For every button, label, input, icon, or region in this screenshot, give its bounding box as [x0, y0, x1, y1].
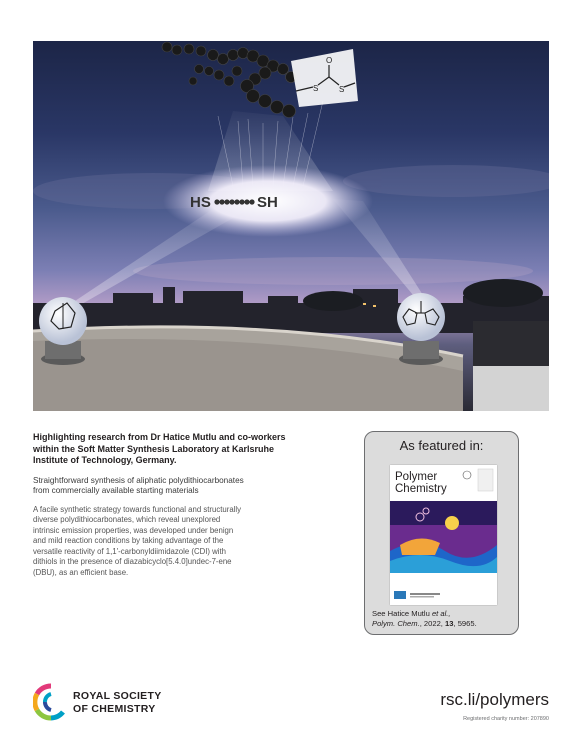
svg-text:S: S [339, 85, 345, 94]
logo-line: OF CHEMISTRY [73, 702, 156, 715]
journal-cover[interactable] [390, 465, 497, 605]
reference-pages: , 5965. [453, 619, 477, 628]
cover-artwork [33, 41, 549, 411]
rsc-logo-icon [33, 682, 69, 722]
abstract [33, 505, 338, 579]
left-lamp [39, 297, 87, 365]
reference-volume: 13 [445, 619, 454, 628]
reference-line-2 [372, 619, 477, 629]
headline-line: Highlighting research from Dr Hatice Mutlu and co-workers [33, 432, 286, 442]
svg-text:S: S [313, 84, 319, 93]
journal-name [395, 471, 447, 495]
rsc-logo[interactable] [33, 682, 183, 722]
reference-etal: et al., [431, 609, 451, 618]
journal-name-line: Polymer [395, 471, 438, 483]
subtitle-line: Straightforward synthesis of aliphatic polydithiocarbonates [33, 475, 244, 485]
abstract-line: and mild reaction conditions by taking advantage of the [33, 536, 224, 546]
charity-number: Registered charity number: 207890 [463, 716, 549, 722]
abstract-line: A facile synthetic strategy towards functional and structurally [33, 504, 242, 514]
subtitle-line: from commercially available starting materials [33, 486, 199, 495]
rsc-logo-text [73, 690, 162, 715]
logo-line: ROYAL SOCIETY [73, 690, 162, 702]
svg-text:SH: SH [257, 194, 278, 211]
highlight-text [33, 432, 338, 579]
featured-box [364, 431, 519, 635]
reference-line-1 [372, 609, 477, 619]
article-reference[interactable] [372, 609, 477, 629]
headline-line: within the Soft Matter Synthesis Laboratory at Karlsruhe [33, 443, 275, 454]
dithiocarbonate-inset [291, 49, 358, 107]
abstract-line: versatile reactivity of 1,1'-carbonyldiimidazole (CDI) with [33, 546, 227, 556]
artwork-svg [33, 41, 549, 411]
abstract-line: intrinsic emission properties, was developed under benign [33, 525, 234, 535]
featured-title: As featured in: [399, 438, 484, 453]
abstract-line: diverse polydithiocarbonates, which reveal unexplored [33, 515, 221, 525]
right-lamp [397, 293, 445, 365]
abstract-line: dithiols in the presence of diazabicyclo[5.4.0]undec-7-ene [33, 557, 232, 567]
subtitle [33, 476, 338, 497]
abstract-line: (DBU), as an efficient base. [33, 568, 129, 578]
reference-year: , 2022, [419, 619, 446, 628]
journal-name-line: Chemistry [395, 483, 447, 495]
reference-authors: See Hatice Mutlu [372, 609, 430, 618]
svg-text:HS: HS [190, 194, 211, 211]
svg-text:O: O [326, 56, 333, 65]
polymer-chain [162, 42, 297, 118]
headline [33, 432, 338, 467]
journal-url[interactable]: rsc.li/polymers [440, 690, 549, 709]
headline-line: Institute of Technology, Germany. [33, 455, 177, 465]
street [473, 366, 549, 411]
reference-journal: Polym. Chem. [372, 619, 420, 628]
